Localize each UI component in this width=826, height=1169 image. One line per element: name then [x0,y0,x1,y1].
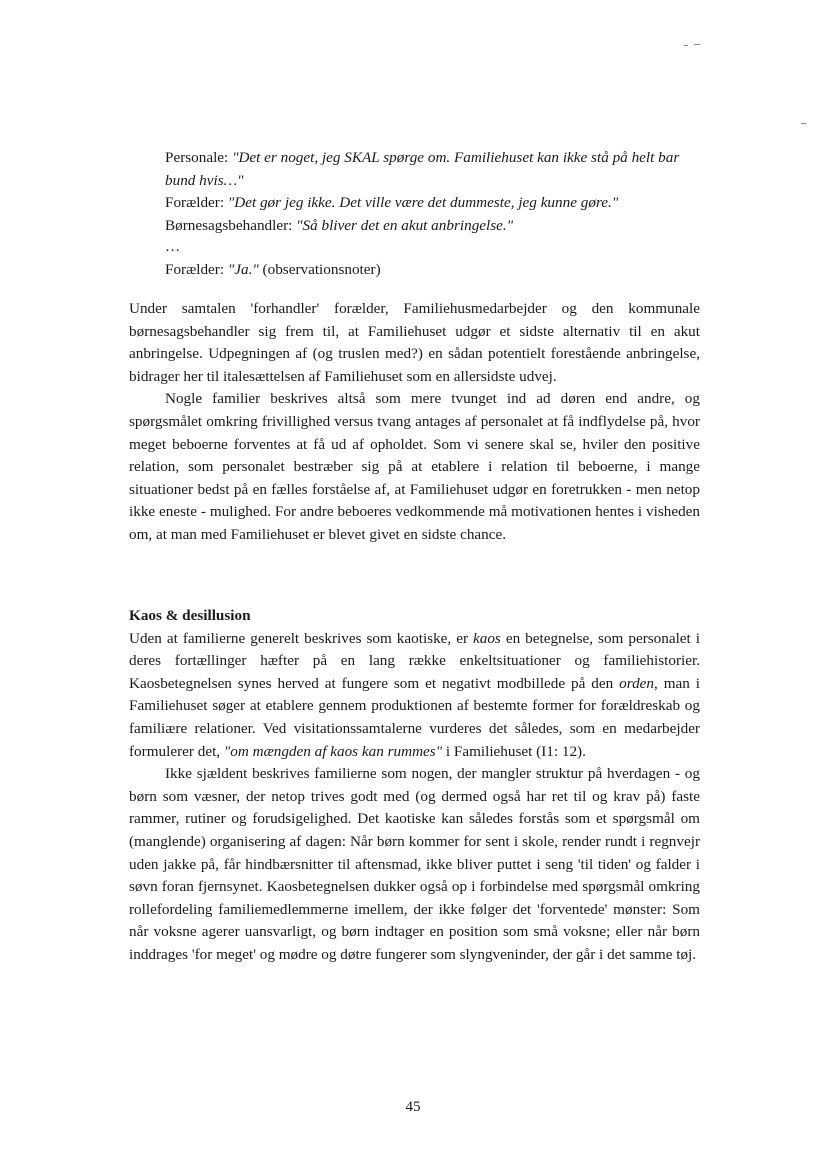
speaker-label: Børnesagsbehandler: [165,216,297,234]
quote-line-parent-answer [165,259,710,282]
quote-text: "Så bliver det en akut anbringelse." [296,216,514,234]
emphasis-text: orden [619,674,654,692]
field-note-quote [165,147,710,282]
quote-ellipsis: … [165,238,181,256]
paragraph-text: i Familiehuset (I1: 12). [442,742,586,760]
quote-text: "Det er noget, jeg SKAL spørge om. Familiehuset kan ikke stå på helt bar bund hvis…" [165,149,680,189]
scan-artifact [694,44,700,45]
section-heading: Kaos & desillusion [129,607,251,624]
source-note: (observationsnoter) [258,261,381,279]
paragraph: Nogle familier beskrives altså som mere tvunget ind ad døren end andre, og spørgsmålet omkring frivillighed versus tvang antages af personalet at få indflydelse på, hvor meget beboerne forventes at få ud af opholdet. Som vi senere skal se, hviler den positive relation, som personalet bestræber sig på at etablere i relation til beboerne, i mange situationer bedst på en fælles forståelse af, at Familiehuset udgør en foretrukken - men netop ikke eneste - mulighed. For andre beboeres vedkommende må motivationen hentes i visheden om, at man med Familiehuset er blevet givet en sidste chance. [129,390,700,543]
quote-line-caseworker [165,215,710,238]
speaker-label: Forælder: [165,194,228,212]
page-number: 45 [405,1099,421,1115]
paragraph: Ikke sjældent beskrives familierne som nogen, der mangler struktur på hverdagen - og børn som væsner, der netop trives godt med (og dermed også har ret til og krav på) faste rammer, rutiner og forudsigelighed. Det kaotiske kan således forstås som et spørgsmål om (manglende) organisering af dagen: Når børn kommer for sent i skole, render rundt i regnvejr uden jakke på, får hindbærsnitter til aftensmad, ikke bliver puttet i seng 'til tiden' og falder i søvn foran fjernsynet. Kaosbetegnelsen dukker også op i forbindelse med spørgsmål omkring rollefordeling familiemedlemmerne imellem, der ikke følger det 'forventede' mønster: Som når voksne agerer uansvarligt, og børn indtager en position som små voksne; eller når børn inddrages 'for meget' og mødre og døtre fungerer som slyngveninder, der går i det samme tøj. [129,765,700,963]
quote-line-staff [165,147,710,192]
section-negotiation [129,298,700,547]
quote-text: "Ja." [227,261,259,279]
paragraph-text: en betegnelse, som personalet i deres fortællinger hæfter på en lang række enkeltsituationer og familiehistorier. Kaosbetegnelsen synes herved at fungere som et negativt modbillede på den [129,629,700,692]
scan-artifact [801,123,806,124]
emphasis-text: kaos [473,629,501,647]
speaker-label: Forælder: [165,261,228,279]
emphasis-quote: "om mængden af kaos kan rummes" [223,742,443,760]
quote-text: "Det gør jeg ikke. Det ville være det dummeste, jeg kunne gøre." [227,194,619,212]
scan-artifact [684,45,688,46]
paragraph [129,628,700,764]
paragraph: Under samtalen 'forhandler' forælder, Familiehusmedarbejder og den kommunale børnesagsbehandler sig frem til, at Familiehuset udgør et sidste alternativ til en akut anbringelse. Udpegningen af (og truslen med?) en sådan potentielt forestående anbringelse, bidrager her til italesættelsen af Familiehuset som en allersidste udvej. [129,300,700,385]
quote-line-parent [165,192,710,215]
paragraph-text: , man i Familiehuset søger at etablere gennem produktionen af bestemte former for forældreskab og familiære relationer. Ved visitationssamtalerne vurderes det således, som en medarbejder formulerer det, [129,674,700,760]
speaker-label: Personale: [165,149,233,166]
section-chaos [129,605,700,967]
paragraph-text: Uden at familierne generelt beskrives som kaotiske, er [129,629,473,647]
